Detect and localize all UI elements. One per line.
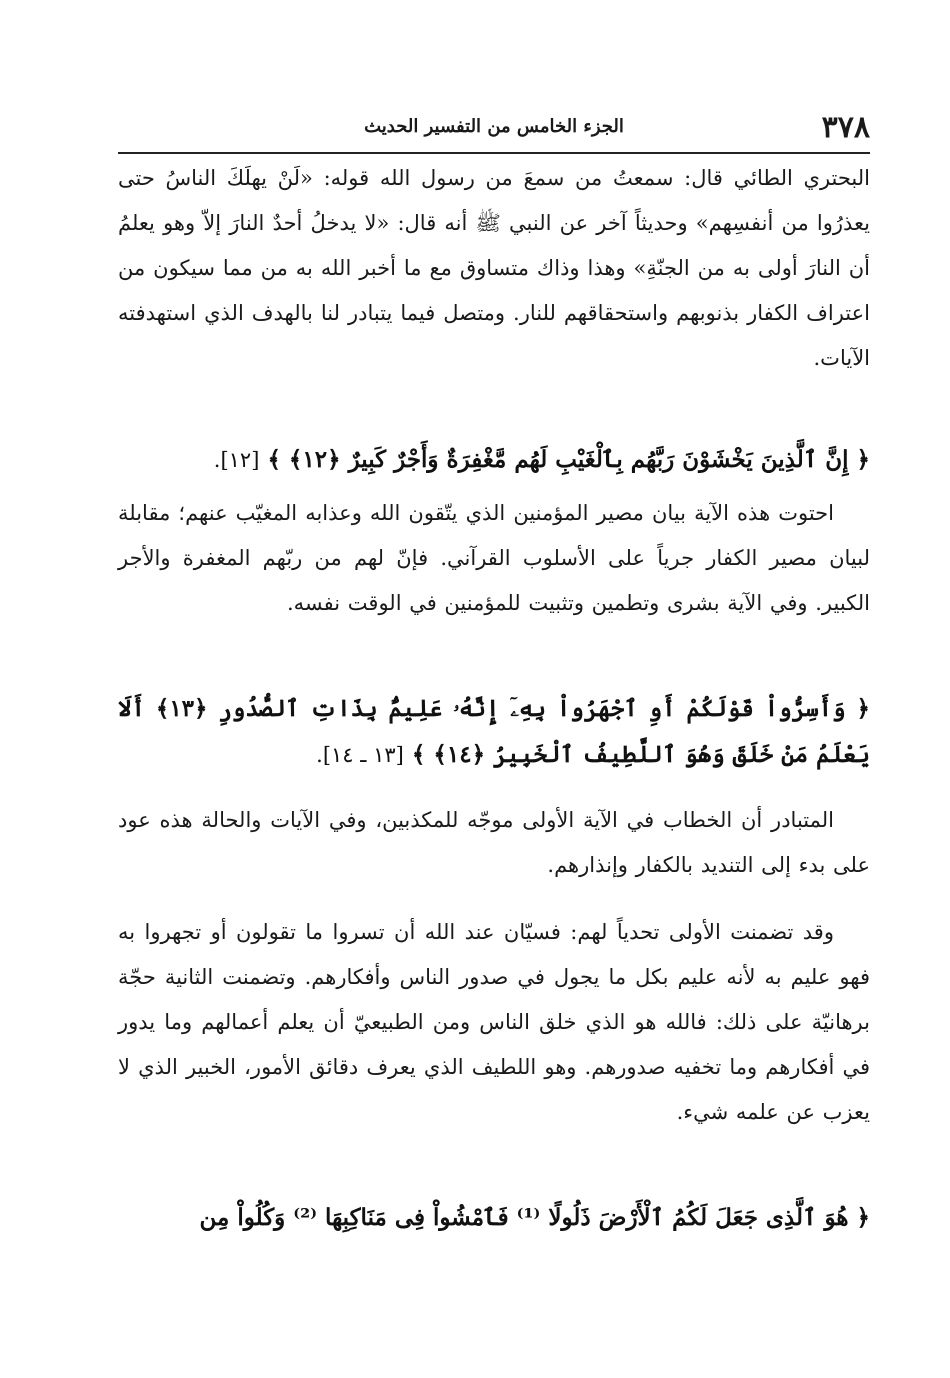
paragraph-1: البحتري الطائي قال: سمعتُ من سمعَ من رسول الله قوله: «لَنْ يهلَكَ الناسُ حتى يعذرُوا من أنفسِهم» وحديثاً آخر عن النبي ﷺ أنه قال: «لا يدخلُ أحدٌ النارَ إلاّ وهو يعلمُ أن النارَ أولى به من الجنّةِ» وهذا وذاك متساوق مع ما أخبر الله به من مما سيكون من اعتراف الكفار بذنوبهم واستحقاقهم للنار. ومتصل فيما يتبادر لنا بالهدف الذي استهدفته الآيات.	[118, 166, 870, 370]
quran-verse-12	[118, 437, 870, 483]
verse-reference: [١٣ ـ ١٤].	[316, 743, 404, 767]
paragraph-2: احتوت هذه الآية بيان مصير المؤمنين الذي يتّقون الله وعذابه المغيّب عنهم؛ مقابلة لبيان مصير الكفار جرياً على الأسلوب القرآني. فإنّ لهم من ربّهم المغفرة والأجر الكبير. وفي الآية بشرى وتطمين وتثبيت للمؤمنين في الوقت نفسه.	[118, 501, 870, 615]
page	[118, 108, 870, 1241]
page-number: ٣٧٨	[821, 110, 870, 145]
verse-text: ﴿ إِنَّ ٱلَّذِينَ يَخْشَوْنَ رَبَّهُم بِٱلْغَيْبِ لَهُم مَّغْفِرَةٌ وَأَجْرٌ كَبِيرٌ ﴿١٢﴾ ﴾	[267, 446, 870, 473]
paragraph-3: المتبادر أن الخطاب في الآية الأولى موجّه للمكذبين، وفي الآيات والحالة هذه عود على بدء إلى التنديد بالكفار وإنذارهم.	[118, 808, 870, 877]
verse-text: ﴿ وَأَسِرُّواْ قَوْلَكُمْ أَوِ ٱجْهَرُواْ بِهِۦٓ إِنَّهُۥ عَلِيمٌۢ بِذَاتِ ٱلصُّدُورِ ﴿١٣﴾ أَلَا يَعْلَمُ مَنْ خَلَقَ وَهُوَ ٱللَّطِيفُ ٱلْخَبِيرُ ﴿١٤﴾ ﴾	[118, 695, 870, 768]
quran-verse-15	[118, 1195, 870, 1241]
quran-verse-13-14	[118, 686, 870, 778]
verse-text: ﴿ هُوَ ٱلَّذِى جَعَلَ لَكُمُ ٱلْأَرْضَ ذَلُولًا ⁽¹⁾ فَٱمْشُواْ فِى مَنَاكِبِهَا ⁽²⁾ وَكُلُواْ مِن	[199, 1204, 870, 1231]
paragraph-4: وقد تضمنت الأولى تحدياً لهم: فسيّان عند الله أن تسروا ما تقولون أو تجهروا به فهو عليم به لأنه عليم بكل ما يجول في صدور الناس وأفكارهم. وتضمنت الثانية حجّة برهانيّة على ذلك: فالله هو الذي خلق الناس ومن الطبيعيّ أن يعلم أعمالهم وما يدور في أفكارهم وما تخفيه صدورهم. وهو اللطيف الذي يعرف دقائق الأمور، الخبير الذي لا يعزب عن علمه شيء.	[118, 920, 870, 1124]
verse-reference: [١٢].	[213, 448, 260, 472]
running-header	[118, 108, 870, 154]
header-title: الجزء الخامس من التفسير الحديث	[364, 116, 624, 137]
